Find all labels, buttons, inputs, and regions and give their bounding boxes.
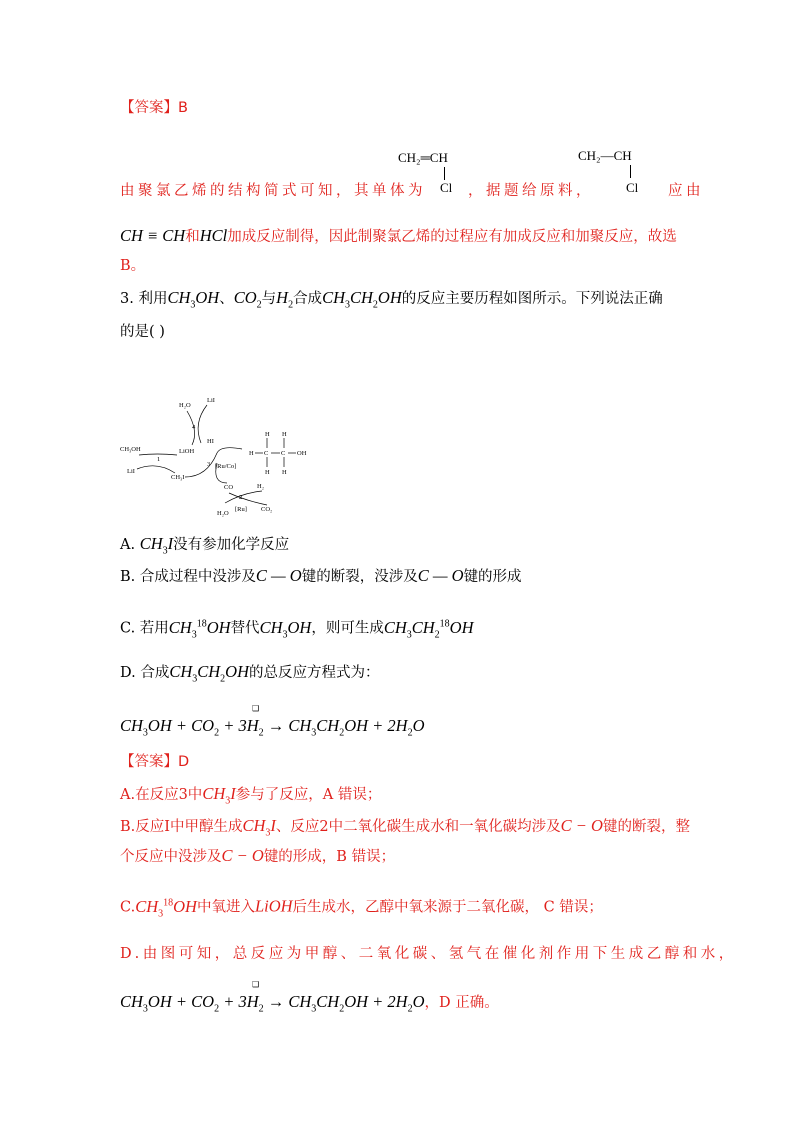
diag-num4: 4 bbox=[192, 424, 196, 431]
diag-ru: [Ru] bbox=[235, 506, 247, 513]
expl-a: A.在反应3中$CH_3I$参与了反应，A 错误； bbox=[120, 784, 382, 807]
question-3-line2: 的是( ) bbox=[120, 324, 165, 340]
expl-d-line1: D.由图可知，总反应为甲醇、二氧化碳、氢气在催化剂作用下生成乙醇和水， bbox=[120, 946, 737, 962]
diag-num1: 1 bbox=[157, 456, 161, 463]
expl-b-line2: 个反应中没涉及C − O键的形成，B 错误； bbox=[120, 846, 396, 865]
diag-co2: CO₂ bbox=[261, 506, 273, 513]
reaction-condition-box-2: ❑ bbox=[252, 980, 260, 989]
monomer-structure-1: CH₂═CH Cl bbox=[398, 150, 453, 195]
expl-d-line2: $CH_3OH + CO_2 + 3H_2 \to CH_3CH_2OH + 2H_2O$，D 正确。 bbox=[120, 992, 499, 1015]
diag-hi: HI bbox=[207, 438, 214, 445]
option-c: C. 若用$CH_3^{18}OH$替代$CH_3OH$，则可生成$CH_3CH_2^{18}OH$ bbox=[120, 617, 474, 640]
diag-co: CO bbox=[224, 484, 234, 491]
ethanol-structure bbox=[249, 431, 307, 476]
option-d-equation: $CH_3OH + CO_2 + 3H_2 \to CH_3CH_2OH + 2H_2O$ bbox=[120, 716, 425, 739]
option-d: D. 合成$CH_3CH_2OH$的总反应方程式为： bbox=[120, 662, 380, 685]
diag-h2: H₂ bbox=[257, 483, 264, 490]
option-b: B. 合成过程中没涉及C — O键的断裂，没涉及C — O键的形成 bbox=[120, 566, 522, 585]
svg-text:C: C bbox=[264, 450, 269, 457]
prev-expl-line1: 由聚氯乙烯的结构简式可知，其单体为 ，据题给原料， 应由 bbox=[120, 183, 704, 199]
option-a: A. $CH_3I$没有参加化学反应 bbox=[120, 534, 290, 557]
diag-h2o: H₂O bbox=[179, 402, 191, 409]
answer-bracket: 【答案】 bbox=[120, 754, 178, 770]
answer-value: D bbox=[178, 754, 190, 770]
diag-lioh: LiOH bbox=[179, 448, 195, 455]
diag-lii-left: LiI bbox=[127, 468, 135, 475]
diag-ch3i: CH₃I bbox=[171, 474, 185, 481]
svg-text:H: H bbox=[265, 469, 270, 476]
svg-text:H: H bbox=[282, 431, 287, 438]
diag-num3: 3 bbox=[207, 461, 211, 468]
reaction-mechanism-diagram bbox=[117, 393, 317, 518]
prev-answer-line bbox=[120, 98, 188, 118]
reaction-condition-box: ❑ bbox=[252, 704, 260, 713]
diag-lii-top: LiI bbox=[207, 397, 215, 404]
svg-text:H: H bbox=[265, 431, 270, 438]
question-3-line1: 3. 利用$CH_3OH$、$CO_2$与$H_2$合成$CH_3CH_2OH$的反应主要历程如图所示。下列说法正确 bbox=[120, 288, 663, 311]
diag-num2: 2 bbox=[239, 494, 243, 501]
answer-value: B bbox=[178, 100, 188, 116]
prev-expl-line3: B。 bbox=[120, 258, 146, 274]
diag-ch3oh: CH₃OH bbox=[120, 446, 141, 453]
expl-c: $C.CH_3^{18}OH$中氧进入LiOH后生成水，乙醇中氧来源于二氧化碳， C 错误； bbox=[120, 896, 603, 919]
answer-line bbox=[120, 752, 189, 772]
svg-text:OH: OH bbox=[297, 450, 307, 457]
expl-b-line1: B.反应I中甲醇生成$CH_3I$、反应2中二氧化碳生成水和一氧化碳均涉及C − O键的断裂，整 bbox=[120, 816, 690, 839]
answer-bracket: 【答案】 bbox=[120, 100, 178, 116]
svg-text:H: H bbox=[249, 450, 254, 457]
svg-text:C: C bbox=[281, 450, 286, 457]
monomer-structure-2: CH₂—CH Cl bbox=[578, 148, 639, 195]
diag-catalyst: [Ru/Co] bbox=[215, 463, 237, 470]
prev-expl-line2: CH ≡ CH和HCl加成反应制得，因此制聚氯乙烯的过程应有加成反应和加聚反应，故选 bbox=[120, 226, 677, 245]
diag-h2o-b: H₂O bbox=[217, 510, 229, 517]
svg-text:H: H bbox=[282, 469, 287, 476]
